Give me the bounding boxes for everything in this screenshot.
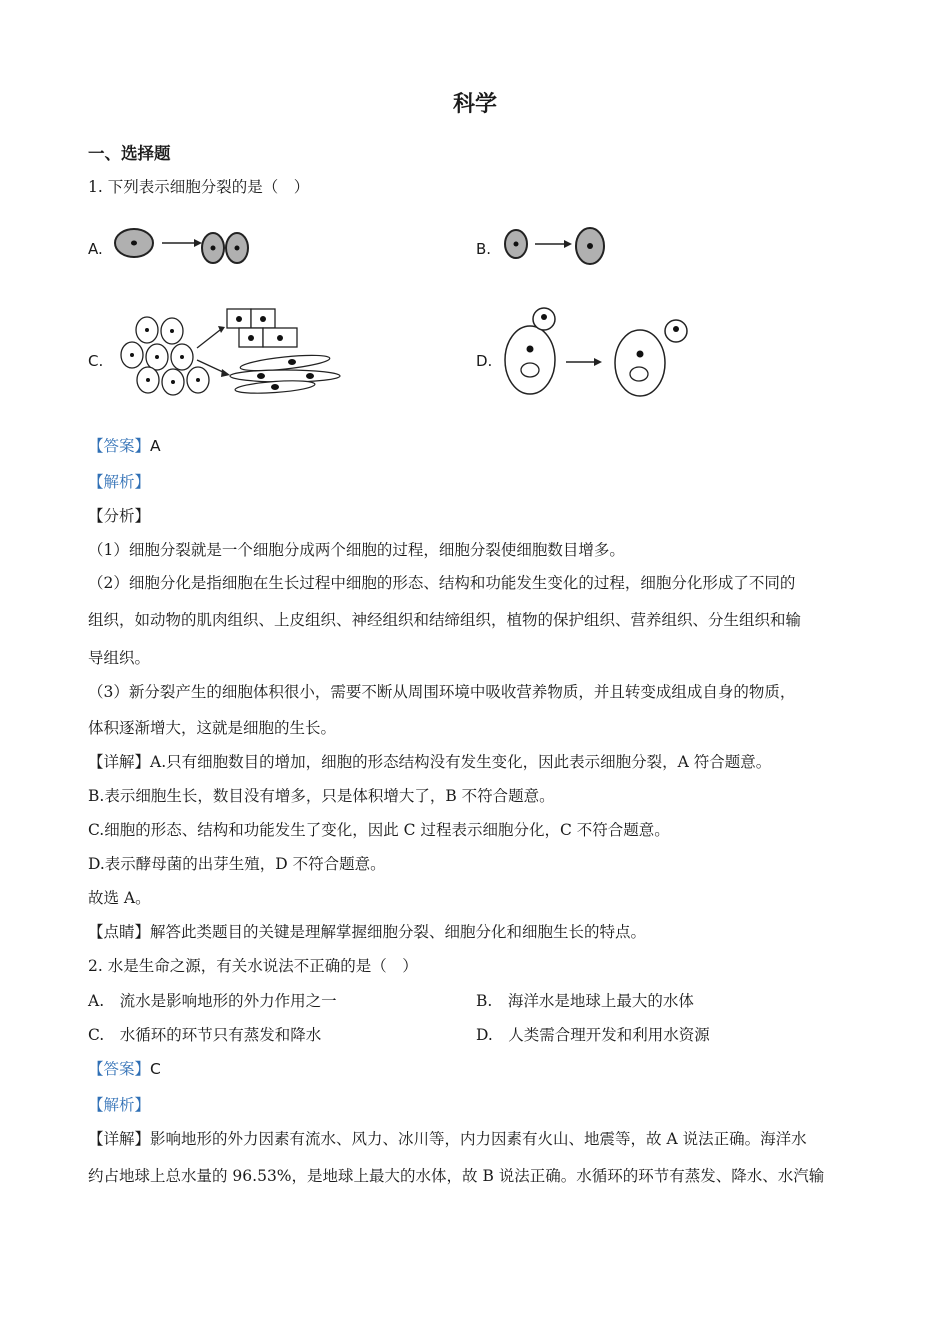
q1-answer-row (88, 436, 161, 456)
xiangjie-tag: 【详解】 (88, 753, 151, 771)
q2-jiexi-tag: 【解析】 (88, 1096, 151, 1114)
analysis-p3a: （3）新分裂产生的细胞体积很小，需要不断从周围环境中吸收营养物质，并且转变成组成自身的物质， (88, 683, 796, 701)
q2-option-a: A. 流水是影响地形的外力作用之一 (88, 992, 337, 1010)
q1-option-c-label: C. (88, 352, 104, 370)
analysis-p2c: 导组织。 (88, 649, 151, 667)
q2-detail-row-1 (88, 1129, 807, 1149)
detail-row-4: D.表示酵母菌的出芽生殖，D 不符合题意。 (88, 855, 386, 873)
detail-row-5: 故选 A。 (88, 889, 151, 907)
q2-xiangjie-tag: 【详解】 (88, 1130, 151, 1148)
detail-row-3: C.细胞的形态、结构和功能发生了变化，因此 C 过程表示细胞分化，C 不符合题意。 (88, 821, 670, 839)
q2-option-b: B. 海洋水是地球上最大的水体 (476, 992, 694, 1010)
dianjing-tag: 【点睛】 (88, 923, 151, 941)
answer-tag: 【答案】 (88, 437, 151, 455)
analysis-p3b: 体积逐渐增大，这就是细胞的生长。 (88, 719, 337, 737)
dianjing-text: 解答此类题目的关键是理解掌握细胞分裂、细胞分化和细胞生长的特点。 (150, 923, 647, 941)
q1-option-d-figure (500, 302, 700, 402)
dianjing-row (88, 922, 646, 942)
q1-option-b-figure (500, 222, 620, 272)
yeast-cell (505, 326, 555, 394)
yeast-cell-2 (615, 330, 665, 396)
q2-stem: 2. 水是生命之源，有关水说法不正确的是（ ） (88, 957, 418, 975)
q1-option-c-figure (115, 300, 345, 405)
page-title: 科学 (452, 91, 497, 117)
detail-row-1 (88, 752, 771, 772)
analysis-p2a: （2）细胞分化是指细胞在生长过程中细胞的形态、结构和功能发生变化的过程，细胞分化形成了不同的 (88, 574, 796, 592)
q1-option-a-label: A. (88, 240, 103, 258)
section-heading: 一、选择题 (88, 144, 171, 163)
q2-option-d: D. 人类需合理开发和利用水资源 (476, 1026, 710, 1044)
answer-value: A (150, 437, 161, 455)
epithelial-tissue (227, 309, 297, 347)
q1-option-a-figure (110, 222, 260, 272)
analysis-p1: （1）细胞分裂就是一个细胞分成两个细胞的过程，细胞分裂使细胞数目增多。 (88, 541, 625, 559)
q2-answer-value: C (150, 1060, 161, 1078)
q1-option-d-label: D. (476, 352, 493, 370)
detail-text-1: A.只有细胞数目的增加，细胞的形态结构没有发生变化，因此表示细胞分裂，A 符合题意。 (150, 753, 772, 771)
q2-detail-row-2: 约占地球上总水量的 96.53%，是地球上最大的水体，故 B 说法正确。水循环的环节有蒸发、降水、水汽输 (88, 1167, 825, 1185)
q2-option-c: C. 水循环的环节只有蒸发和降水 (88, 1026, 322, 1044)
nucleus (131, 241, 137, 246)
detail-row-2: B.表示细胞生长，数目没有增多，只是体积增大了，B 不符合题意。 (88, 787, 555, 805)
q1-stem: 1. 下列表示细胞分裂的是（ ） (88, 178, 310, 196)
jiexi-tag: 【解析】 (88, 473, 151, 491)
q2-answer-tag: 【答案】 (88, 1060, 151, 1078)
muscle-tissue (230, 352, 340, 395)
analysis-p2b: 组织，如动物的肌肉组织、上皮组织、神经组织和结缔组织，植物的保护组织、营养组织、分生组织和输 (88, 611, 802, 629)
fenxi-tag: 【分析】 (88, 507, 151, 525)
q2-detail-text-1: 影响地形的外力因素有流水、风力、冰川等，内力因素有火山、地震等，故 A 说法正确。海洋水 (150, 1130, 807, 1148)
cell-cluster (121, 317, 209, 395)
q2-answer-row (88, 1059, 161, 1079)
q1-option-b-label: B. (476, 240, 492, 258)
arrow-head (194, 239, 202, 247)
